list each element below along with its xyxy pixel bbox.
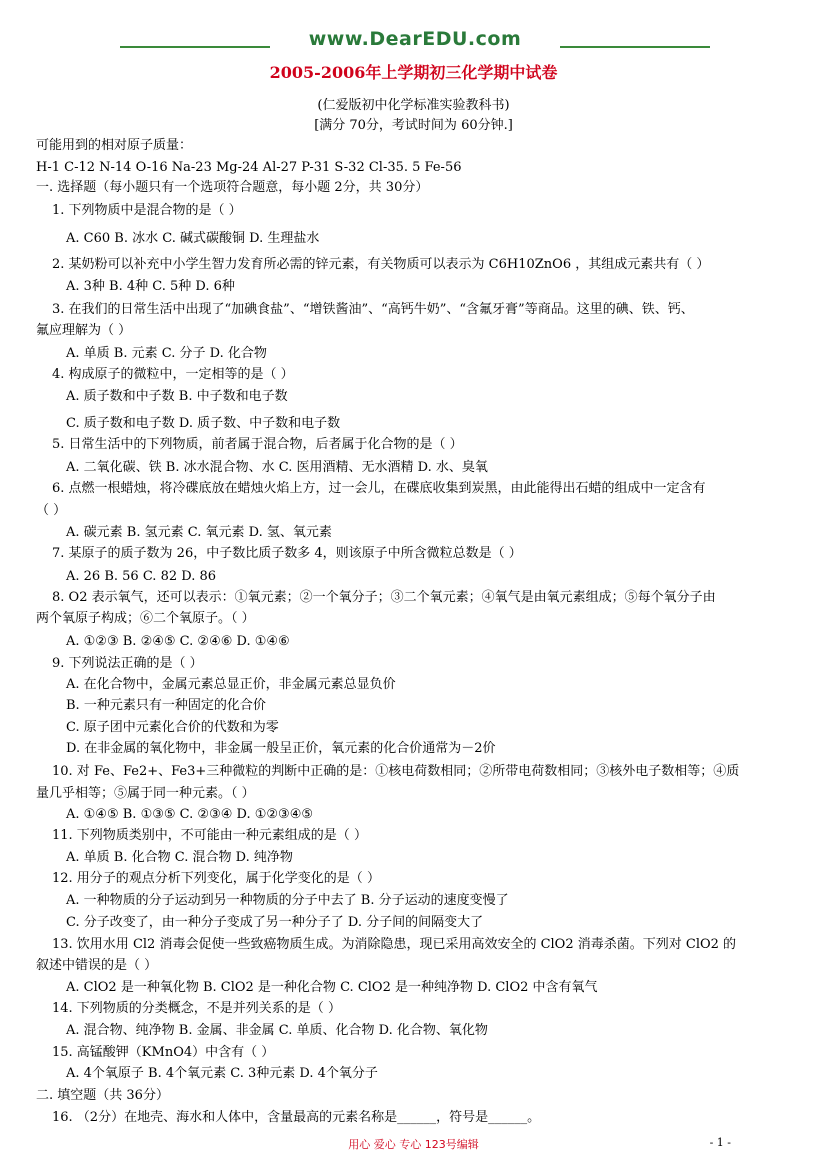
question-line: 15. 高锰酸钾（KMnO4）中含有（ ） [52,1045,275,1060]
atomic-mass-values: H-1 C-12 N-14 O-16 Na-23 Mg-24 Al-27 P-31 S-32 Cl-35. 5 Fe-56 [36,160,462,175]
section-1-heading: 一. 选择题（每小题只有一个选项符合题意，每小题 2分，共 30分） [36,180,429,195]
option-line: A. 一种物质的分子运动到另一种物质的分子中去了 B. 分子运动的速度变慢了 [66,893,509,908]
option-line: A. 4个氧原子 B. 4个氧元素 C. 3种元素 D. 4个氧分子 [66,1066,378,1081]
option-line: A. 在化合物中，金属元素总显正价，非金属元素总显负价 [66,677,396,692]
option-line: C. 分子改变了，由一种分子变成了另一种分子了 D. 分子间的间隔变大了 [66,915,484,930]
option-line: C. 原子团中元素化合价的代数和为零 [66,720,279,735]
option-line: A. 二氧化碳、铁 B. 冰水混合物、水 C. 医用酒精、无水酒精 D. 水、臭氧 [66,460,488,475]
option-line: C. 质子数和电子数 D. 质子数、中子数和电子数 [66,416,341,431]
option-line: A. 混合物、纯净物 B. 金属、非金属 C. 单质、化合物 D. 化合物、氧化物 [66,1023,488,1038]
option-line: D. 在非金属的氧化物中，非金属一般呈正价，氧元素的化合价通常为－2价 [66,741,496,756]
question-line: 1. 下列物质中是混合物的是（ ） [52,203,242,218]
option-line: A. 单质 B. 元素 C. 分子 D. 化合物 [66,346,267,361]
question-line: 4. 构成原子的微粒中，一定相等的是（ ） [52,367,294,382]
page-number: - 1 - [709,1136,731,1149]
question-line: 10. 对 Fe、Fe2+、Fe3+三种微粒的判断中正确的是：①核电荷数相同；②所带电荷数相同；③核外电子数相等；④质 [52,764,740,779]
question-line: 两个氧原子构成；⑥二个氧原子。（ ） [36,611,255,626]
question-line: 8. O2 表示氧气，还可以表示：①氧元素；②一个氧分子；③二个氧元素；④氧气是由氧元素组成；⑤每个氧分子由 [52,590,716,605]
question-line: 14. 下列物质的分类概念，不是并列关系的是（ ） [52,1001,341,1016]
atomic-mass-label: 可能用到的相对原子质量： [36,138,193,153]
option-line: B. 一种元素只有一种固定的化合价 [66,698,266,713]
page-footer: 用心 爱心 专心 123号编辑 [348,1138,479,1151]
option-line: A. 单质 B. 化合物 C. 混合物 D. 纯净物 [66,850,293,865]
section-2-heading: 二. 填空题（共 36分） [36,1088,169,1103]
question-line: 11. 下列物质类别中，不可能由一种元素组成的是（ ） [52,828,367,843]
question-line: 氟应理解为（ ） [36,323,132,338]
question-line: 5. 日常生活中的下列物质，前者属于混合物，后者属于化合物的是（ ） [52,437,463,452]
question-line: 3. 在我们的日常生活中出现了“加碘食盐”、“增铁酱油”、“高钙牛奶”、“含氟牙膏”等商品。这里的碘、铁、钙、 [52,302,694,317]
question-line: （ ） [36,503,67,518]
question-line: 16. （2分）在地壳、海水和人体中，含量最高的元素名称是______，符号是______。 [52,1110,541,1125]
option-line: A. ①②③ B. ②④⑤ C. ②④⑥ D. ①④⑥ [66,634,290,649]
question-line: 12. 用分子的观点分析下列变化，属于化学变化的是（ ） [52,871,380,886]
question-line: 9. 下列说法正确的是（ ） [52,656,203,671]
option-line: A. 碳元素 B. 氢元素 C. 氧元素 D. 氢、氧元素 [66,525,332,540]
option-line: A. 26 B. 56 C. 82 D. 86 [66,569,217,584]
site-banner [120,28,710,58]
option-line: A. ClO2 是一种氧化物 B. ClO2 是一种化合物 C. ClO2 是一种纯净物 D. ClO2 中含有氧气 [66,980,598,995]
question-line: 2. 某奶粉可以补充中小学生智力发育所必需的锌元素，有关物质可以表示为 C6H10ZnO6 ，其组成元素共有（ ） [52,257,710,272]
option-line: A. 3种 B. 4种 C. 5种 D. 6种 [66,279,235,294]
banner-text: www.DearEDU.com [308,28,522,50]
option-line: A. 质子数和中子数 B. 中子数和电子数 [66,389,288,404]
exam-title: 2005-2006年上学期初三化学期中试卷 [269,63,558,82]
score-time-note: [满分 70分，考试时间为 60分钟.] [314,118,513,133]
option-line: A. ①④⑤ B. ①③⑤ C. ②③④ D. ①②③④⑤ [66,807,313,822]
question-line: 7. 某原子的质子数为 26，中子数比质子数多 4，则该原子中所含微粒总数是（ ） [52,546,522,561]
question-line: 13. 饮用水用 Cl2 消毒会促使一些致癌物质生成。为消除隐患，现已采用高效安全的 ClO2 消毒杀菌。下列对 ClO2 的 [52,937,737,952]
edition-note: (仁爱版初中化学标准实验教科书) [317,98,510,113]
question-line: 叙述中错误的是（ ） [36,958,158,973]
question-line: 6. 点燃一根蜡烛，将冷碟底放在蜡烛火焰上方，过一会儿，在碟底收集到炭黑，由此能得出石蜡的组成中一定含有 [52,481,706,496]
question-line: 量几乎相等；⑤属于同一种元素。（ ） [36,786,255,801]
option-line: A. C60 B. 冰水 C. 碱式碳酸铜 D. 生理盐水 [66,231,320,246]
